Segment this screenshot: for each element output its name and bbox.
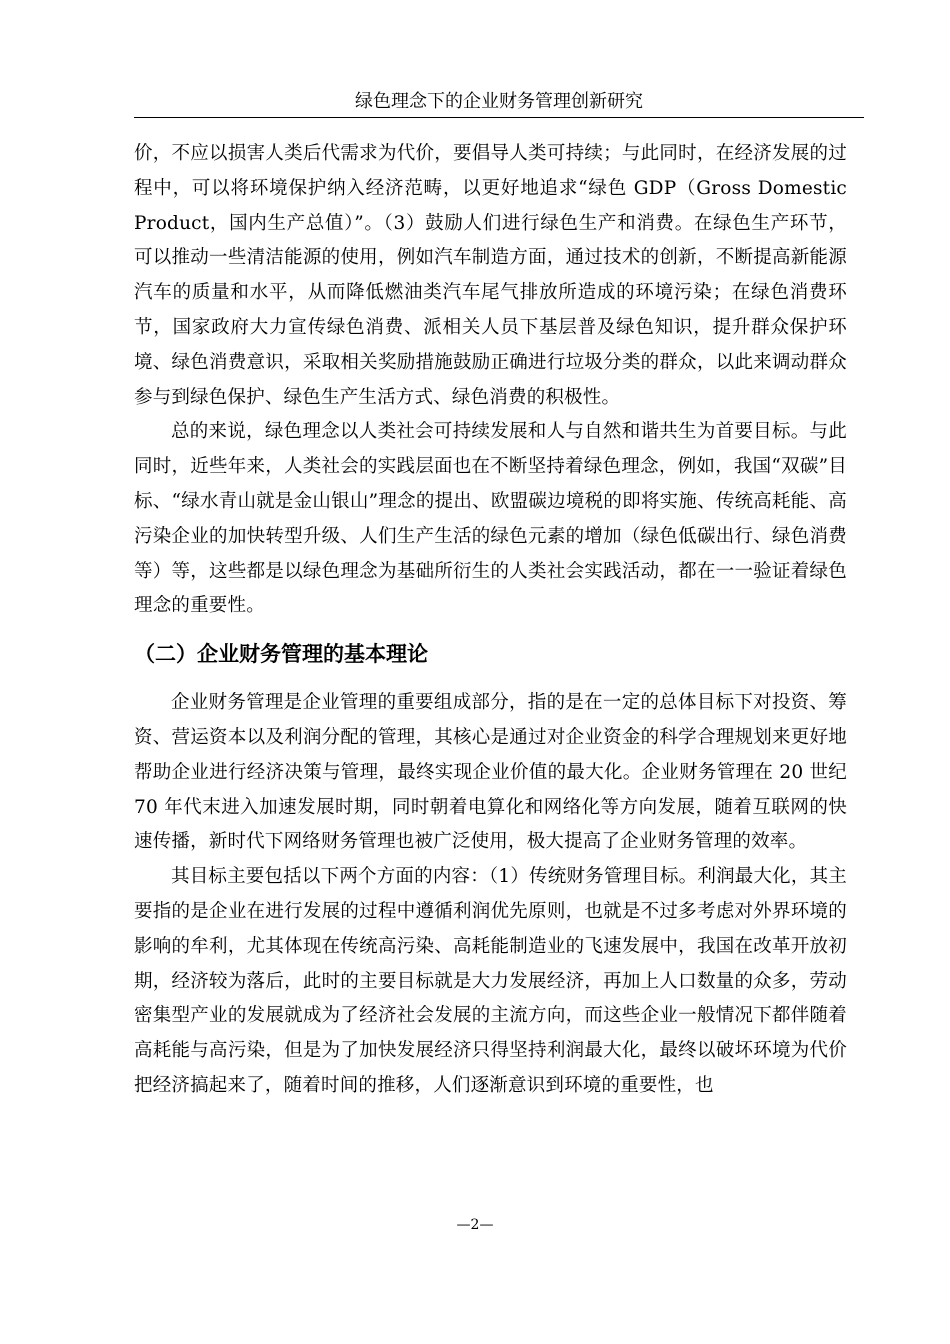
- header-rule: [134, 117, 864, 118]
- section-heading: （二）企业财务管理的基本理论: [134, 642, 428, 667]
- page-number: —2—: [456, 1217, 494, 1233]
- running-header-title: 绿色理念下的企业财务管理创新研究: [355, 91, 643, 112]
- paragraph-continued: 价，不应以损害人类后代需求为代价，要倡导人类可持续；与此同时，在经济发展的过程中，可以将环境保护纳入经济范畴，以更好地追求“绿色 GDP（Gross Domestic Product，国内生产总值）”。（3）鼓励人们进行绿色生产和消费。在绿色生产环节，可以推动一些清洁能源的使用，例如汽车制造方面，通过技术的创新，不断提高新能源汽车的质量和水平，从而降低燃油类汽车尾气排放所造成的环境污染；在绿色消费环节，国家政府大力宣传绿色消费、派相关人员下基层普及绿色知识，提升群众保护环境、绿色消费意识，采取相关奖励措施鼓励正确进行垃圾分类的群众，以此来调动群众参与到绿色保护、绿色生产生活方式、绿色消费的积极性。: [134, 143, 847, 408]
- paragraph-objectives: 其目标主要包括以下两个方面的内容：（1）传统财务管理目标。利润最大化，其主要指的是企业在进行发展的过程中遵循利润优先原则，也就是不过多考虑对外界环境的影响的牟利，尤其体现在传统高污染、高耗能制造业的飞速发展中，我国在改革开放初期，经济较为落后，此时的主要目标就是大力发展经济，再加上人口数量的众多，劳动密集型产业的发展就成为了经济社会发展的主流方向，而这些企业一般情况下都伴随着高耗能与高污染，但是为了加快发展经济只得坚持利润最大化，最终以破坏环境为代价把经济搞起来了，随着时间的推移，人们逐渐意识到环境的重要性，也: [134, 866, 847, 1096]
- paragraph-definition: 企业财务管理是企业管理的重要组成部分，指的是在一定的总体目标下对投资、筹资、营运资本以及利润分配的管理，其核心是通过对企业资金的科学合理规划来更好地帮助企业进行经济决策与管理，最终实现企业价值的最大化。企业财务管理在 20 世纪 70 年代末进入加速发展时期，同时朝着电算化和网络化等方向发展，随着互联网的快速传播，新时代下网络财务管理也被广泛使用，极大提高了企业财务管理的效率。: [134, 692, 847, 853]
- body-text: [134, 137, 847, 1104]
- paragraph-summary: 总的来说，绿色理念以人类社会可持续发展和人与自然和谐共生为首要目标。与此同时，近些年来，人类社会的实践层面也在不断坚持着绿色理念，例如，我国“双碳”目标、“绿水青山就是金山银山”理念的提出、欧盟碳边境税的即将实施、传统高耗能、高污染企业的加快转型升级、人们生产生活的绿色元素的增加（绿色低碳出行、绿色消费等）等，这些都是以绿色理念为基础所衍生的人类社会实践活动，都在一一验证着绿色理念的重要性。: [134, 421, 847, 617]
